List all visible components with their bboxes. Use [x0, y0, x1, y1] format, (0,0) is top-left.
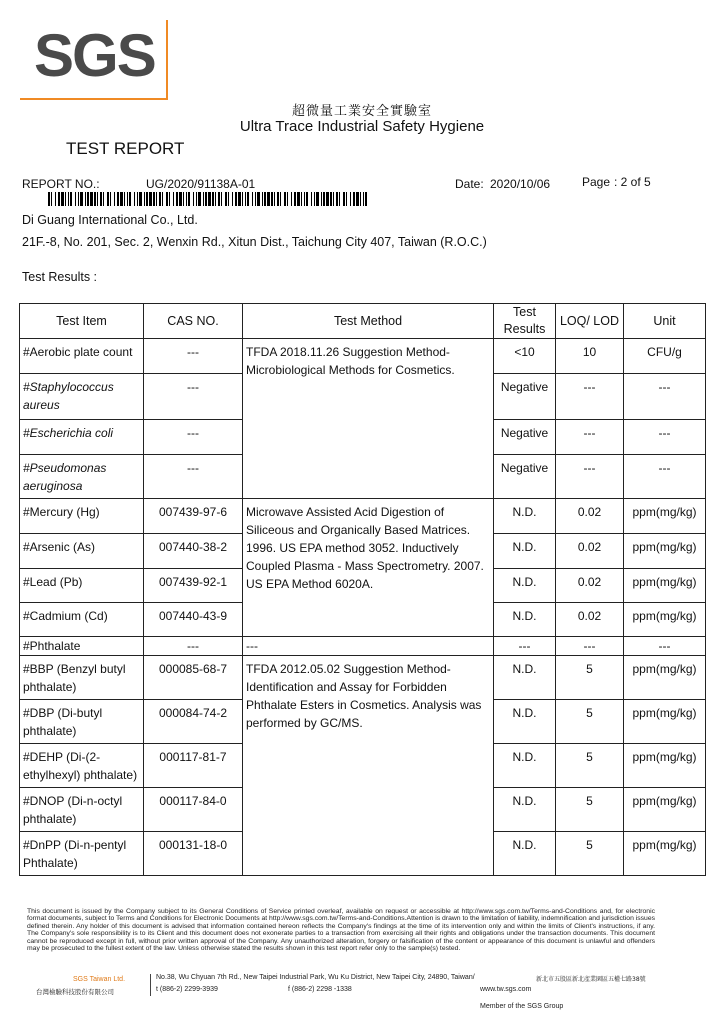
footer-address-en: No.38, Wu Chyuan 7th Rd., New Taipei Industrial Park, Wu Ku District, New Taipei City, 24890, Taiwan/	[156, 974, 475, 981]
test-item: #BBP (Benzyl butyl phthalate)	[20, 656, 144, 700]
loq-lod: 0.02	[556, 603, 624, 637]
unit: CFU/g	[624, 339, 706, 374]
test-result: N.D.	[494, 534, 556, 569]
loq-lod: ---	[556, 637, 624, 656]
test-item: #Lead (Pb)	[20, 569, 144, 603]
barcode-bar	[367, 192, 370, 206]
footer-website: www.tw.sgs.com	[480, 986, 532, 993]
table-row	[20, 637, 706, 656]
unit: ---	[624, 420, 706, 455]
loq-lod: ---	[556, 420, 624, 455]
test-result: N.D.	[494, 744, 556, 788]
cas-no: 007439-97-6	[144, 499, 243, 534]
loq-lod: 5	[556, 744, 624, 788]
test-result: N.D.	[494, 832, 556, 876]
table-row	[20, 656, 706, 700]
report-title: TEST REPORT	[66, 139, 185, 158]
test-item: #Aerobic plate count	[20, 339, 144, 374]
cas-no: ---	[144, 637, 243, 656]
test-item: #Pseudomonas aeruginosa	[20, 455, 144, 499]
header-unit: Unit	[624, 304, 706, 339]
logo-orange-vertical-line	[166, 20, 168, 100]
sgs-logo-text: SGS	[34, 22, 155, 89]
header-test-item: Test Item	[20, 304, 144, 339]
loq-lod: 10	[556, 339, 624, 374]
lab-name-english: Ultra Trace Industrial Safety Hygiene	[239, 118, 485, 135]
test-item: #Phthalate	[20, 637, 144, 656]
unit: ppm(mg/kg)	[624, 656, 706, 700]
test-result: N.D.	[494, 569, 556, 603]
footer-disclaimer: This document is issued by the Company subject to its General Conditions of Service printed overleaf, available on request or accessible at http://www.sgs.com.tw/Terms-and-Conditions and, for electronic format documents, subject to Terms and Conditions for Electronic Documents at http://www.sgs.com.tw/Terms-and-Conditions.Attention is drawn to the limitation of liability, indemnification and jurisdiction issues defined therein. Any holder of this document is advised that information contained hereon reflects the Company's findings at the time of its intervention only and within the limits of Client's instructions, if any. The Company's sole responsibility is to its Client and this document does not exonerate parties to a transaction from exercising all their rights and obligations under the transaction documents. This document cannot be reproduced except in full, without prior written approval of the Company. Any unauthorized alteration, forgery or falsification of the content or appearance of this document is unlawful and offenders may be prosecuted to the fullest extent of the law. Unless otherwise stated the results shown in this test report refer only to the sample(s) tested.	[27, 908, 655, 953]
date-label: Date:	[455, 177, 484, 191]
loq-lod: 5	[556, 656, 624, 700]
test-result: N.D.	[494, 656, 556, 700]
cas-no: 000084-74-2	[144, 700, 243, 744]
page-value: : 2 of 5	[614, 175, 651, 189]
unit: ppm(mg/kg)	[624, 700, 706, 744]
header-loq-lod: LOQ/ LOD	[556, 304, 624, 339]
test-result: N.D.	[494, 603, 556, 637]
cas-no: 000131-18-0	[144, 832, 243, 876]
test-item: #DBP (Di-butyl phthalate)	[20, 700, 144, 744]
cas-no: ---	[144, 374, 243, 420]
cas-no: 007440-43-9	[144, 603, 243, 637]
unit: ppm(mg/kg)	[624, 569, 706, 603]
cas-no: 007440-38-2	[144, 534, 243, 569]
test-result: Negative	[494, 455, 556, 499]
test-item: #Escherichia coli	[20, 420, 144, 455]
test-result: N.D.	[494, 788, 556, 832]
report-no-label: REPORT NO.:	[22, 177, 100, 191]
test-item: #Arsenic (As)	[20, 534, 144, 569]
unit: ppm(mg/kg)	[624, 832, 706, 876]
test-item: #DEHP (Di-(2-ethylhexyl) phthalate)	[20, 744, 144, 788]
loq-lod: ---	[556, 455, 624, 499]
cas-no: 000117-84-0	[144, 788, 243, 832]
cas-no: ---	[144, 455, 243, 499]
loq-lod: 0.02	[556, 569, 624, 603]
test-item: #Staphylococcus aureus	[20, 374, 144, 420]
footer-fax: f (886-2) 2298 -1338	[288, 986, 352, 993]
footer-sgs-taiwan: SGS Taiwan Ltd.	[73, 976, 126, 983]
header-test-method: Test Method	[243, 304, 494, 339]
test-results-table	[19, 303, 706, 876]
test-method-phthalates: TFDA 2012.05.02 Suggestion Method-Identification and Assay for Forbidden Phthalate Esters in Cosmetics. Analysis was performed by GC/MS.	[243, 656, 494, 876]
unit: ppm(mg/kg)	[624, 499, 706, 534]
table-header-row	[20, 304, 706, 339]
cas-no: 000117-81-7	[144, 744, 243, 788]
report-barcode	[48, 192, 370, 206]
cas-no: ---	[144, 339, 243, 374]
unit: ppm(mg/kg)	[624, 788, 706, 832]
client-company: Di Guang International Co., Ltd.	[22, 213, 198, 227]
unit: ---	[624, 374, 706, 420]
footer-tel: t (886-2) 2299-3939	[156, 986, 218, 993]
client-address: 21F.-8, No. 201, Sec. 2, Wenxin Rd., Xitun Dist., Taichung City 407, Taiwan (R.O.C.)	[22, 235, 487, 249]
footer-address-cn: 新北市五股區新北產業園區五權七路38號	[536, 976, 646, 983]
loq-lod: 0.02	[556, 534, 624, 569]
header-cas-no: CAS NO.	[144, 304, 243, 339]
unit: ---	[624, 455, 706, 499]
unit: ppm(mg/kg)	[624, 603, 706, 637]
report-no-value: UG/2020/91138A-01	[146, 177, 256, 191]
test-item: #DnPP (Di-n-pentyl Phthalate)	[20, 832, 144, 876]
lab-name-chinese: 超微量工業安全實驗室	[291, 104, 432, 119]
sgs-logo	[20, 20, 170, 102]
footer-member: Member of the SGS Group	[480, 1003, 564, 1010]
loq-lod: ---	[556, 374, 624, 420]
footer-company-cn: 台灣檢驗科技股份有限公司	[36, 988, 114, 996]
test-result: N.D.	[494, 499, 556, 534]
loq-lod: 0.02	[556, 499, 624, 534]
test-result: Negative	[494, 420, 556, 455]
test-results-label: Test Results :	[22, 270, 98, 284]
loq-lod: 5	[556, 832, 624, 876]
table-row	[20, 499, 706, 534]
test-method-metals: Microwave Assisted Acid Digestion of Siliceous and Organically Based Matrices. 1996. US EPA method 3052. Inductively Coupled Plasma - Mass Spectrometry. 2007. US EPA Method 6020A.	[243, 499, 494, 637]
unit: ---	[624, 637, 706, 656]
page-label: Page	[582, 175, 611, 189]
loq-lod: 5	[556, 788, 624, 832]
unit: ppm(mg/kg)	[624, 534, 706, 569]
test-result: <10	[494, 339, 556, 374]
cas-no: ---	[144, 420, 243, 455]
cas-no: 000085-68-7	[144, 656, 243, 700]
test-item: #Cadmium (Cd)	[20, 603, 144, 637]
loq-lod: 5	[556, 700, 624, 744]
test-result: N.D.	[494, 700, 556, 744]
cas-no: 007439-92-1	[144, 569, 243, 603]
test-result: ---	[494, 637, 556, 656]
test-method-phthalate-header: ---	[243, 637, 494, 656]
unit: ppm(mg/kg)	[624, 744, 706, 788]
test-item: #DNOP (Di-n-octyl phthalate)	[20, 788, 144, 832]
test-result: Negative	[494, 374, 556, 420]
test-method-micro: TFDA 2018.11.26 Suggestion Method-Microbiological Methods for Cosmetics.	[243, 339, 494, 499]
date-value: 2020/10/06	[490, 177, 551, 191]
table-row	[20, 339, 706, 374]
footer-divider	[150, 974, 151, 996]
header-test-results: Test Results	[494, 304, 556, 339]
test-item: #Mercury (Hg)	[20, 499, 144, 534]
